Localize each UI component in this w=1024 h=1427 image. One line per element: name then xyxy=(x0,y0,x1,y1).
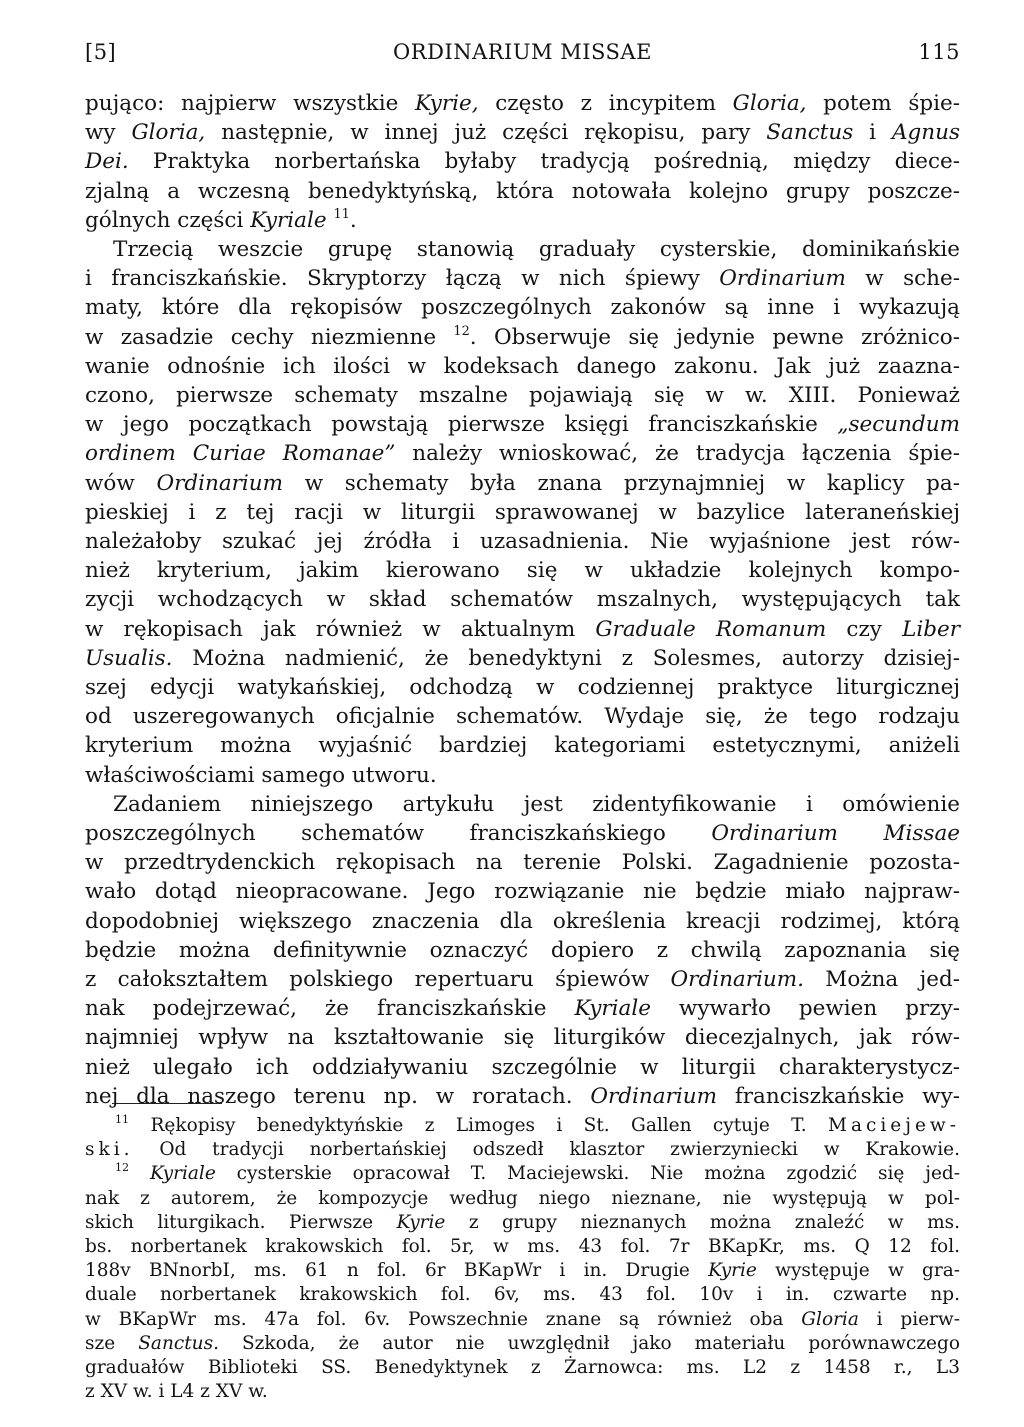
paragraph-line: dopodobniej większego znaczenia dla określenia kreacji rodzimej, którą xyxy=(85,908,960,934)
paragraph-line: najmniej wpływ na kształtowanie się liturgików diecezjalnych, jak rów- xyxy=(85,1025,960,1051)
running-header xyxy=(85,40,960,74)
section-number: [5] xyxy=(85,40,117,64)
footnote-line: nak z autorem, że kompozycje według niego nieznane, nie występują w pol- xyxy=(85,1187,960,1209)
paragraph-line: ordinem Curiae Romanae” należy wnioskować, że tradycja łączenia śpie- xyxy=(85,441,960,467)
paragraph-line: wy Gloria, następnie, w innej już części rękopisu, pary Sanctus i Agnus xyxy=(85,120,961,146)
footnote-line: bs. norbertanek krakowskich fol. 5r, w ms. 43 fol. 7r BKapKr, ms. Q 12 fol. xyxy=(85,1236,960,1257)
footnote-line: graduałów Biblioteki SS. Benedyktynek z Żarnowca: ms. L2 z 1458 r., L3 xyxy=(85,1357,960,1378)
footnote-line: sze Sanctus. Szkoda, że autor nie uwzględnił jako materiału porównawczego xyxy=(85,1332,960,1354)
paragraph-line: Trzecią weszcie grupę stanowią graduały cysterskie, dominikańskie xyxy=(113,237,960,262)
paragraph-line: będzie można definitywnie oznaczyć dopiero z chwilą zapoznania się xyxy=(85,937,960,963)
paragraph-line: maty, które dla rękopisów poszczególnych zakonów są inne i wykazują xyxy=(85,295,960,321)
paragraph-line: pieskiej i z tej racji w liturgii sprawowanej w bazylice lateraneńskiej xyxy=(85,499,960,525)
paragraph-line: zjalną a wczesną benedyktyńską, która notowała kolejno grupy poszcze- xyxy=(85,178,960,204)
paragraph-line: Usualis. Można nadmienić, że benedyktyni z Solesmes, autorzy dzisiej- xyxy=(85,645,960,671)
footnote-line: z XV w. i L4 z XV w. xyxy=(85,1381,268,1403)
footnote-line: duale norbertanek krakowskich fol. 6v, ms. 43 fol. 10v i in. czwarte np. xyxy=(85,1284,960,1306)
paragraph-line: z całokształtem polskiego repertuaru śpiewów Ordinarium. Można jed- xyxy=(85,967,960,992)
paragraph-line: właściwościami samego utworu. xyxy=(85,762,437,788)
paragraph-line: nież kryterium, jakim kierowano się w układzie kolejnych kompo- xyxy=(85,558,960,584)
paragraph-line: czono, pierwsze schematy mszalne pojawiają się w w. XIII. Ponieważ xyxy=(85,383,960,408)
page-number: 115 xyxy=(918,40,960,64)
paragraph-line: gólnych części Kyriale $^{11}$. xyxy=(85,206,357,233)
footnote-line: skich liturgikach. Pierwsze Kyrie z grupy nieznanych można znaleźć w ms. xyxy=(85,1211,960,1233)
paragraph-line: wanie odnośnie ich ilości w kodeksach danego zakonu. Jak już zaazna- xyxy=(85,353,960,379)
paragraph-line: zycji wchodzących w skład schematów mszalnych, występujących tak xyxy=(85,587,960,613)
paragraph-line: nież ulegało ich oddziaływaniu szczególnie w liturgii charakterystycz- xyxy=(85,1054,960,1080)
paragraph-line: i franciszkańskie. Skryptorzy łączą w nich śpiewy Ordinarium w sche- xyxy=(85,266,960,292)
footnote-separator xyxy=(112,1103,222,1104)
paragraph-line: szej edycji watykańskiej, odchodzą w codziennej praktyce liturgicznej xyxy=(85,675,960,700)
paragraph-line: należałoby szukać jej źródła i uzasadnienia. Nie wyjaśnione jest rów- xyxy=(85,529,960,554)
paragraph-line: Dei. Praktyka norbertańska byłaby tradycją pośrednią, między diece- xyxy=(85,149,960,175)
paragraph-line: nej dla naszego terenu np. w roratach. Ordinarium franciszkańskie wy- xyxy=(85,1083,960,1109)
footnote-line: w BKapWr ms. 47a fol. 6v. Powszechnie znane są również oba Gloria i pierw- xyxy=(85,1308,960,1330)
paragraph-line: pująco: najpierw wszystkie Kyrie, często z incypitem Gloria, potem śpie- xyxy=(85,91,960,116)
paragraph-line: kryterium można wyjaśnić bardziej kategoriami estetycznymi, aniżeli xyxy=(85,733,960,759)
footnote-line: ski. Od tradycji norbertańskiej odszedł klasztor zwierzyniecki w Krakowie. xyxy=(85,1139,960,1161)
footnote-line: $^{11}$ Rękopisy benedyktyńskie z Limoges i St. Gallen cytuje T. Maciejew- xyxy=(115,1113,960,1136)
paragraph-line: w jego początkach powstają pierwsze księgi franciszkańskie „secundum xyxy=(85,412,960,438)
paragraph-line: wało dotąd nieopracowane. Jego rozwiązanie nie będzie miało najpraw- xyxy=(85,879,960,905)
paragraph-line: w rękopisach jak również w aktualnym Graduale Romanum czy Liber xyxy=(85,616,961,642)
paragraph-line: w zasadzie cechy niezmienne $^{12}$. Obserwuje się jedynie pewne zróżnico- xyxy=(85,323,960,350)
footnote-line: $^{12}$ Kyriale cysterskie opracował T. Maciejewski. Nie można zgodzić się jed- xyxy=(115,1161,960,1185)
paragraph-line: wów Ordinarium w schematy była znana przynajmniej w kaplicy pa- xyxy=(85,470,960,496)
running-title: ORDINARIUM MISSAE xyxy=(393,40,652,64)
paragraph-line: w przedtrydenckich rękopisach na terenie Polski. Zagadnienie pozosta- xyxy=(85,850,960,876)
paragraph-line: poszczególnych schematów franciszkańskiego Ordinarium Missae xyxy=(85,821,960,846)
footnote-line: 188v BNnorbI, ms. 61 n fol. 6r BKapWr i in. Drugie Kyrie występuje w gra- xyxy=(85,1260,960,1282)
paragraph-line: Zadaniem niniejszego artykułu jest zidentyfikowanie i omówienie xyxy=(113,791,960,817)
paragraph-line: od uszeregowanych oficjalnie schematów. Wydaje się, że tego rodzaju xyxy=(85,704,960,730)
paragraph-line: nak podejrzewać, że franciszkańskie Kyriale wywarło pewien przy- xyxy=(85,996,960,1022)
